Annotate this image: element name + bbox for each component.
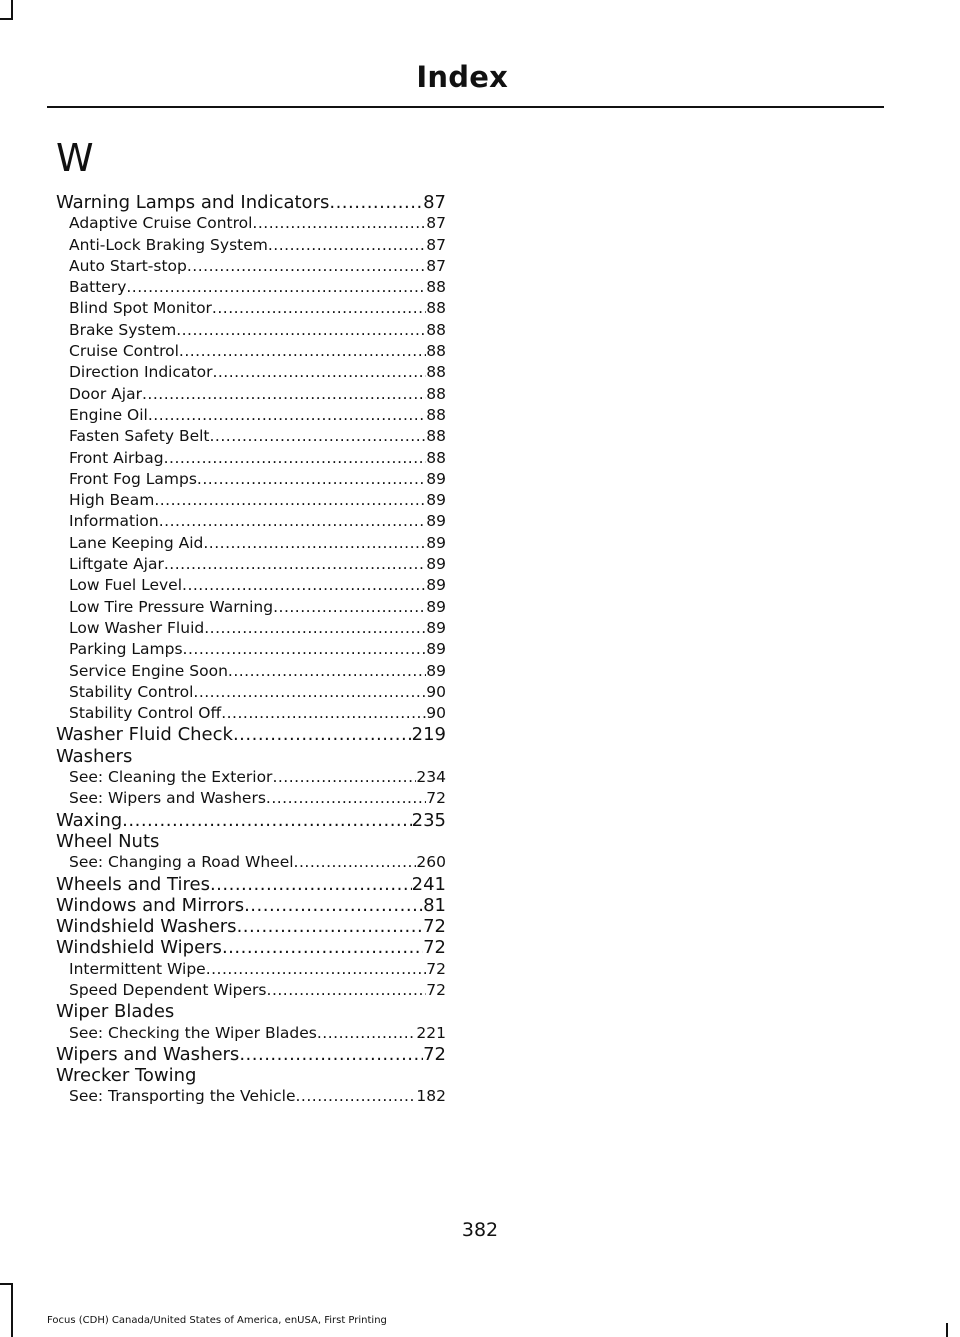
section-letter: W [56,136,94,180]
dot-leader [142,384,426,405]
dot-leader [159,511,427,532]
entry-page-number: 87 [426,214,446,233]
entry-label: Waxing [56,809,123,831]
entry-label: Intermittent Wipe [69,959,206,978]
index-subentry [56,1023,446,1044]
index-entry [56,874,446,895]
entry-label: Door Ajar [69,384,142,403]
index-entry [56,192,446,213]
entry-label: Speed Dependent Wipers [69,980,267,999]
dot-leader [221,703,426,724]
dot-leader [266,788,426,809]
entry-page-number: 89 [426,512,446,531]
entry-page-number: 260 [416,853,446,872]
dot-leader [212,362,426,383]
entry-label: Anti-Lock Braking System [69,235,268,254]
dot-leader [197,469,426,490]
index-subentry [56,533,446,554]
entry-label: Low Washer Fluid [69,618,205,637]
entry-label: Battery [69,278,127,297]
dot-leader [176,320,426,341]
index-entry [56,831,446,852]
index-subentry [56,788,446,809]
entry-page-number: 89 [426,576,446,595]
entry-label: Parking Lamps [69,640,183,659]
index-entry [56,746,446,767]
crop-mark-bottom-left-horizontal [0,1283,13,1285]
entry-label: See: Checking the Wiper Blades [69,1023,317,1042]
index-subentry [56,426,446,447]
index-entry [56,810,446,831]
entry-page-number: 87 [423,192,446,213]
index-subentry [56,682,446,703]
entry-page-number: 72 [423,1043,446,1065]
entry-label: Windows and Mirrors [56,894,245,916]
entry-label: Washer Fluid Check [56,724,233,746]
entry-label: Wiper Blades [56,1001,175,1023]
dot-leader [187,256,426,277]
crop-mark-bottom-left-vertical [11,1283,13,1337]
index-subentry [56,341,446,362]
page-title: Index [416,60,508,94]
dot-leader [237,916,424,937]
entry-page-number: 89 [426,555,446,574]
entry-label: See: Transporting the Vehicle [69,1087,296,1106]
entry-page-number: 88 [426,342,446,361]
index-subentry [56,235,446,256]
entry-page-number: 89 [426,597,446,616]
dot-leader [273,597,426,618]
index-subentry [56,618,446,639]
index-subentry [56,469,446,490]
dot-leader [204,618,426,639]
entry-page-number: 89 [426,469,446,488]
index-subentry [56,213,446,234]
index-subentry [56,554,446,575]
entry-label: Auto Start-stop [69,256,187,275]
entry-label: Wrecker Towing [56,1065,197,1087]
index-entry [56,724,446,745]
page-number: 382 [461,1219,499,1241]
index-subentry [56,852,446,873]
entry-label: Service Engine Soon [69,661,228,680]
dot-leader [272,767,416,788]
entry-page-number: 88 [426,363,446,382]
entry-label: Low Fuel Level [69,576,183,595]
index-subentry [56,362,446,383]
entry-label: Engine Oil [69,405,148,424]
header-rule [47,106,884,108]
entry-page-number: 89 [426,533,446,552]
entry-page-number: 87 [426,235,446,254]
dot-leader [193,682,426,703]
index-subentry [56,1086,446,1107]
dot-leader [203,533,426,554]
entry-page-number: 89 [426,661,446,680]
index-entry [56,916,446,937]
dot-leader [164,448,427,469]
index-subentry [56,256,446,277]
entry-page-number: 72 [426,789,446,808]
index-entry [56,895,446,916]
dot-leader [252,213,426,234]
dot-leader [295,1086,416,1107]
crop-mark-bottom-right-vertical [946,1323,948,1337]
entry-label: See: Changing a Road Wheel [69,853,294,872]
entry-page-number: 235 [411,809,446,831]
entry-page-number: 221 [416,1023,446,1042]
entry-label: Fasten Safety Belt [69,427,210,446]
index-subentry [56,980,446,1001]
entry-label: Liftgate Ajar [69,555,164,574]
entry-label: Brake System [69,320,177,339]
index-subentry [56,384,446,405]
entry-label: Washers [56,745,133,767]
entry-label: Adaptive Cruise Control [69,214,253,233]
entry-label: Wheels and Tires [56,873,210,895]
entry-label: Stability Control [69,682,194,701]
entry-page-number: 88 [426,405,446,424]
entry-page-number: 88 [426,427,446,446]
dot-leader [222,937,423,958]
entry-label: Stability Control Off [69,704,222,723]
dot-leader [267,980,427,1001]
entry-page-number: 88 [426,299,446,318]
dot-leader [126,277,426,298]
entry-label: Wipers and Washers [56,1043,240,1065]
entry-label: Blind Spot Monitor [69,299,212,318]
entry-label: Lane Keeping Aid [69,533,204,552]
dot-leader [164,554,426,575]
entry-page-number: 87 [426,256,446,275]
entry-page-number: 219 [411,724,446,746]
entry-page-number: 90 [426,704,446,723]
index-subentry [56,490,446,511]
entry-page-number: 88 [426,320,446,339]
index-subentry [56,405,446,426]
entry-label: Windshield Wipers [56,937,222,959]
index-subentry [56,703,446,724]
dot-leader [212,298,426,319]
index-subentry [56,959,446,980]
entry-label: Windshield Washers [56,916,237,938]
index-subentry [56,277,446,298]
index-subentry [56,298,446,319]
entry-page-number: 234 [416,768,446,787]
dot-leader [210,874,412,895]
entry-page-number: 72 [423,937,446,959]
crop-mark-top-left-horizontal [0,18,13,20]
dot-leader [179,341,426,362]
entry-page-number: 88 [426,448,446,467]
index-subentry [56,511,446,532]
entry-label: Cruise Control [69,342,179,361]
index-entry [56,1065,446,1086]
entry-page-number: 89 [426,618,446,637]
entry-page-number: 241 [411,873,446,895]
entry-label: See: Wipers and Washers [69,789,266,808]
entry-label: Front Airbag [69,448,164,467]
entry-page-number: 88 [426,384,446,403]
dot-leader [233,724,412,745]
entry-label: Front Fog Lamps [69,469,197,488]
dot-leader [244,895,423,916]
dot-leader [317,1023,417,1044]
dot-leader [206,959,427,980]
index-subentry [56,639,446,660]
entry-page-number: 182 [416,1087,446,1106]
index-subentry [56,767,446,788]
entry-label: Direction Indicator [69,363,213,382]
entry-page-number: 81 [423,894,446,916]
dot-leader [154,490,426,511]
entry-label: Information [69,512,159,531]
entry-page-number: 88 [426,278,446,297]
entry-page-number: 89 [426,640,446,659]
footer-text: Focus (CDH) Canada/United States of America, enUSA, First Printing [47,1315,387,1326]
dot-leader [228,661,426,682]
index-subentry [56,575,446,596]
entry-page-number: 89 [426,491,446,510]
crop-mark-top-left-vertical [11,0,13,20]
dot-leader [148,405,426,426]
entry-page-number: 72 [426,980,446,999]
entry-page-number: 90 [426,682,446,701]
entry-label: Low Tire Pressure Warning [69,597,274,616]
index-subentry [56,448,446,469]
dot-leader [183,639,427,660]
dot-leader [182,575,426,596]
dot-leader [210,426,427,447]
entry-page-number: 72 [423,916,446,938]
index-subentry [56,661,446,682]
index-list [56,192,446,1108]
index-entry [56,937,446,958]
dot-leader [122,810,411,831]
index-entry [56,1001,446,1022]
entry-label: Warning Lamps and Indicators [56,192,330,213]
entry-label: High Beam [69,491,155,510]
index-entry [56,1044,446,1065]
index-subentry [56,597,446,618]
entry-page-number: 72 [426,959,446,978]
entry-label: Wheel Nuts [56,830,160,852]
dot-leader [239,1044,423,1065]
index-subentry [56,320,446,341]
entry-label: See: Cleaning the Exterior [69,768,273,787]
dot-leader [329,192,423,213]
dot-leader [294,852,417,873]
dot-leader [268,235,426,256]
